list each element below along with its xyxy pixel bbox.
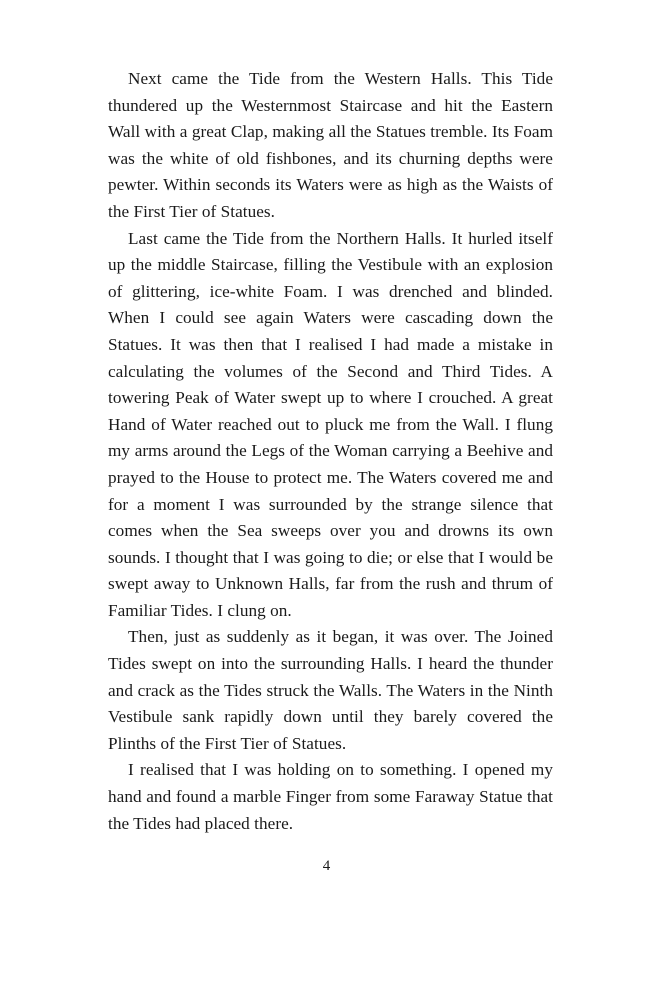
paragraph-northern-tide: Last came the Tide from the Northern Halls. It hurled itself up the middle Staircase, filling the Vestibule with an explosion of glittering, ice-white Foam. I was drenched and blinded. When I could see again Waters were cascading down the Statues. It was then that I realised I had made a mistake in calculating the volumes of the Second and Third Tides. A towering Peak of Water swept up to where I crouched. A great Hand of Water reached out to pluck me from the Wall. I flung my arms around the Legs of the Woman carrying a Beehive and prayed to the House to protect me. The Waters covered me and for a moment I was surrounded by the strange silence that comes when the Sea sweeps over you and drowns its own sounds. I thought that I was going to die; or else that I would be swept away to Unknown Halls, far from the rush and thrum of Familiar Tides. I clung on. (108, 228, 553, 620)
page-body (108, 66, 553, 837)
paragraph-tides-recede: Then, just as suddenly as it began, it was over. The Joined Tides swept on into the surrounding Halls. I heard the thunder and crack as the Tides struck the Walls. The Waters in the Ninth Vestibule sank rapidly down until they barely covered the Plinths of the First Tier of Statues. (108, 627, 553, 753)
paragraph-marble-finger: I realised that I was holding on to something. I opened my hand and found a marble Finger from some Faraway Statue that the Tides had placed there. (108, 760, 553, 833)
page-number: 4 (322, 858, 331, 874)
paragraph-western-tide: Next came the Tide from the Western Halls. This Tide thundered up the Westernmost Staircase and hit the Eastern Wall with a great Clap, making all the Statues tremble. Its Foam was the white of old fishbones, and its churning depths were pewter. Within seconds its Waters were as high as the Waists of the First Tier of Statues. (108, 69, 553, 221)
